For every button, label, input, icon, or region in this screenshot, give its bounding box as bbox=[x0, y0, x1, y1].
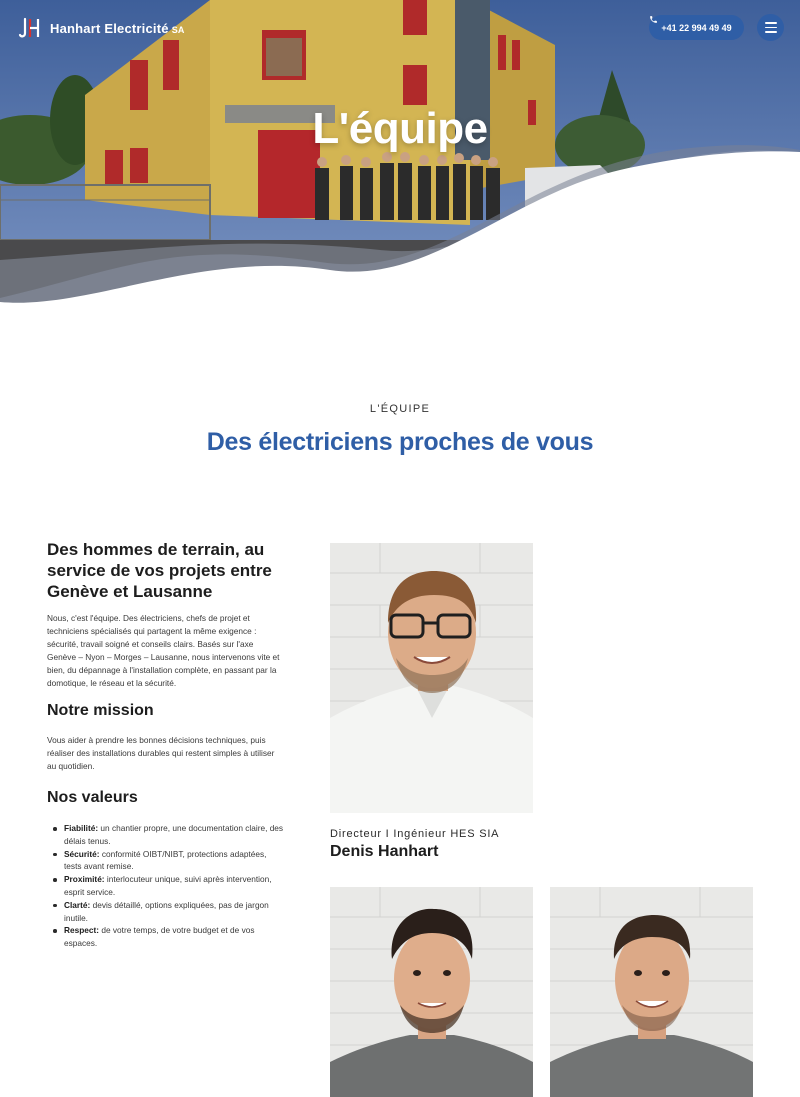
member-name: Denis Hanhart bbox=[330, 843, 439, 860]
list-item: Sécurité: conformité OIBT/NIBT, protections adaptées, tests avant remise. bbox=[47, 848, 284, 874]
phone-number: +41 22 994 49 49 bbox=[661, 22, 732, 33]
list-item: Fiabilité: un chantier propre, une documentation claire, des délais tenus. bbox=[47, 822, 284, 848]
mission-heading: Notre mission bbox=[47, 702, 154, 719]
values-heading: Nos valeurs bbox=[47, 789, 138, 806]
member-role: Directeur I Ingénieur HES SIA bbox=[330, 828, 500, 840]
hero-team-photo bbox=[0, 0, 800, 320]
list-item: Clarté: devis détaillé, options expliquées, pas de jargon inutile. bbox=[47, 899, 284, 925]
list-item: Proximité: interlocuteur unique, suivi après intervention, esprit service. bbox=[47, 873, 284, 899]
phone-icon bbox=[649, 15, 658, 24]
team-intro-heading: Des hommes de terrain, au service de vos projets entre Genève et Lausanne bbox=[47, 540, 272, 601]
logo-mark bbox=[18, 16, 42, 40]
brand-logo[interactable] bbox=[18, 16, 185, 40]
team-intro-column bbox=[47, 539, 284, 950]
hero-title: L'équipe bbox=[312, 104, 488, 153]
section-eyebrow: L'ÉQUIPE bbox=[369, 403, 431, 415]
list-item: Respect: de votre temps, de votre budget et de vos espaces. bbox=[47, 924, 284, 950]
member-photo bbox=[550, 887, 753, 1097]
menu-button[interactable] bbox=[757, 14, 784, 41]
phone-button[interactable] bbox=[649, 15, 744, 40]
member-photo bbox=[330, 887, 533, 1097]
member-photo bbox=[330, 543, 533, 813]
mission-text: Vous aider à prendre les bonnes décisions techniques, puis réaliser des installations durables qui restent simples à utiliser au quotidien. bbox=[47, 735, 275, 771]
team-intro-text: Nous, c'est l'équipe. Des électriciens, chefs de projet et techniciens spécialisés qui partagent la même exigence : sécurité, travail soigné et conseils clairs. Basés sur l'axe Genève – Nyon – Morges – Lausanne, nous intervenons vite et bien, du dépannage à l'installation complète, en passant par la domotique, le réseau et la sécurité. bbox=[47, 613, 280, 688]
brand-name: Hanhart Electricité SA bbox=[50, 20, 185, 36]
values-list bbox=[47, 822, 284, 950]
hamburger-menu-icon bbox=[765, 22, 777, 24]
hero-banner bbox=[0, 0, 800, 320]
section-title: Des électriciens proches de vous bbox=[206, 428, 594, 456]
